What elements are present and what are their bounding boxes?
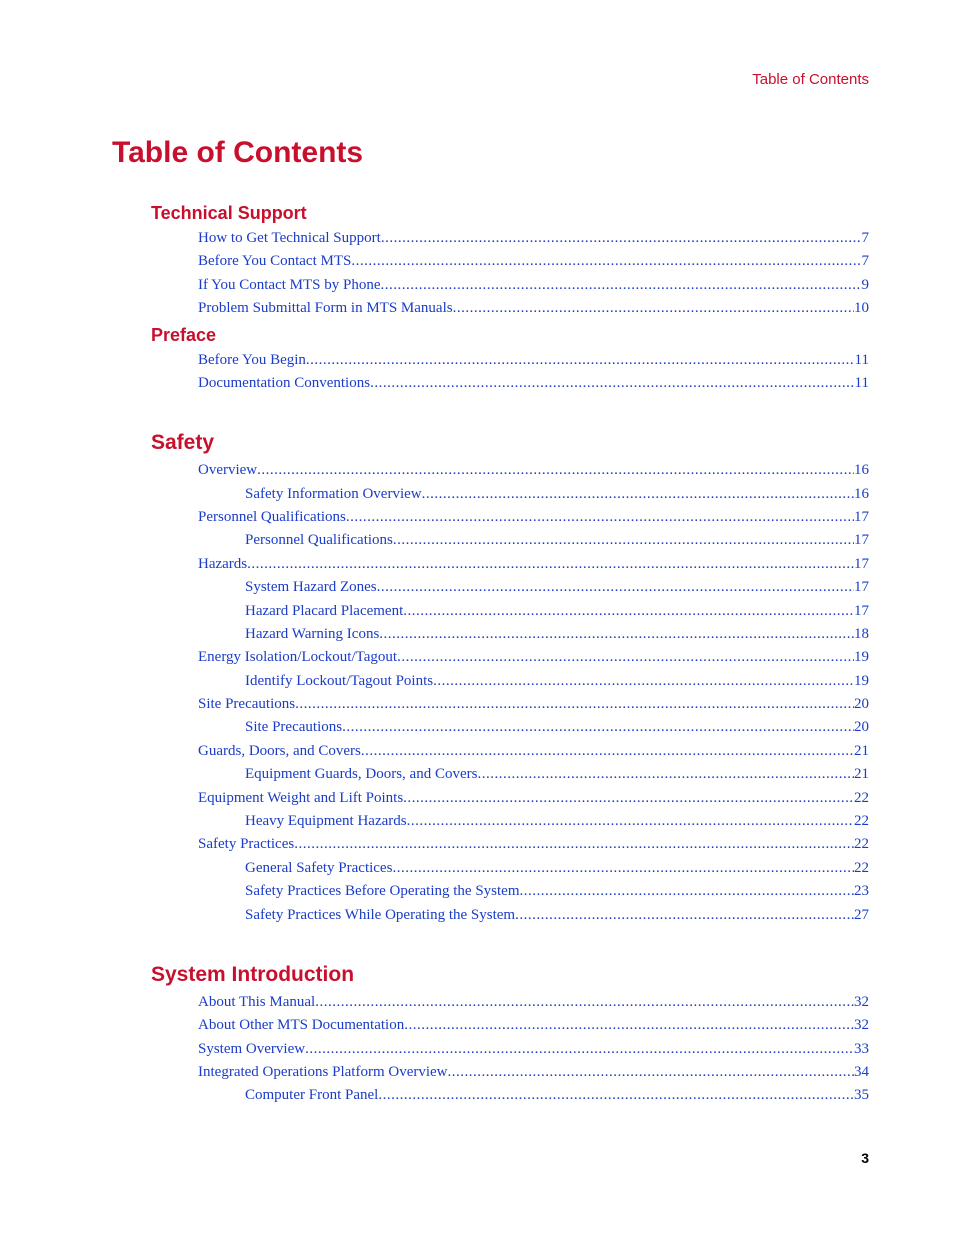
toc-entry-system-hazard-zones[interactable]: System Hazard Zones ..... 17: [245, 579, 869, 599]
toc-entry-problem-submittal-form[interactable]: Problem Submittal Form in MTS Manuals ..... 10: [198, 300, 869, 320]
toc-entry-heavy-equipment-hazards[interactable]: Heavy Equipment Hazards ..... 22: [245, 813, 869, 833]
toc-entry-safety-information-overview[interactable]: Safety Information Overview ..... 16: [245, 486, 869, 506]
toc-entry-computer-front-panel[interactable]: Computer Front Panel ..... 35: [245, 1087, 869, 1107]
toc-entry-equipment-weight-lift-points[interactable]: Equipment Weight and Lift Points ..... 22: [198, 790, 869, 810]
toc-entry-personnel-qualifications[interactable]: Personnel Qualifications ..... 17: [198, 509, 869, 529]
toc-entry-identify-lockout-tagout-points[interactable]: Identify Lockout/Tagout Points ..... 19: [245, 673, 869, 693]
toc-entry-how-to-get-technical-support[interactable]: How to Get Technical Support ..... 7: [198, 230, 869, 250]
toc-entry-energy-isolation[interactable]: Energy Isolation/Lockout/Tagout ..... 19: [198, 649, 869, 669]
toc-entry-guards-doors-covers[interactable]: Guards, Doors, and Covers ..... 21: [198, 743, 869, 763]
toc-entry-system-overview[interactable]: System Overview ..... 33: [198, 1041, 869, 1061]
toc-entry-general-safety-practices[interactable]: General Safety Practices ..... 22: [245, 860, 869, 880]
toc-entry-about-this-manual[interactable]: About This Manual ..... 32: [198, 994, 869, 1014]
toc-entry-if-you-contact-mts-by-phone[interactable]: If You Contact MTS by Phone ..... 9: [198, 277, 869, 297]
toc-entry-integrated-operations-platform-overview[interactable]: Integrated Operations Platform Overview ..... 34: [198, 1064, 869, 1084]
page-number: 3: [861, 1150, 869, 1166]
toc-entry-site-precautions-sub[interactable]: Site Precautions ..... 20: [245, 719, 869, 739]
section-title-safety: Safety: [151, 431, 215, 454]
toc-entry-before-you-begin[interactable]: Before You Begin ..... 11: [198, 352, 869, 372]
section-title-system-introduction: System Introduction: [151, 963, 355, 986]
toc-entry-personnel-qualifications-sub[interactable]: Personnel Qualifications ..... 17: [245, 532, 869, 552]
toc-entry-overview[interactable]: Overview ..... 16: [198, 462, 869, 482]
toc-entry-equipment-guards-doors-covers[interactable]: Equipment Guards, Doors, and Covers ..... 21: [245, 766, 869, 786]
toc-entry-before-you-contact-mts[interactable]: Before You Contact MTS ..... 7: [198, 253, 869, 273]
section-title-preface: Preface: [151, 325, 217, 345]
toc-entry-hazards[interactable]: Hazards ..... 17: [198, 556, 869, 576]
toc-entry-safety-practices-while-operating[interactable]: Safety Practices While Operating the System ..... 27: [245, 907, 869, 927]
toc-entry-about-other-mts-documentation[interactable]: About Other MTS Documentation ..... 32: [198, 1017, 869, 1037]
toc-entry-safety-practices-before-operating[interactable]: Safety Practices Before Operating the System ..... 23: [245, 883, 869, 903]
toc-entry-hazard-warning-icons[interactable]: Hazard Warning Icons ..... 18: [245, 626, 869, 646]
running-header: Table of Contents: [752, 71, 869, 88]
toc-entry-documentation-conventions[interactable]: Documentation Conventions ..... 11: [198, 375, 869, 395]
toc-entry-site-precautions[interactable]: Site Precautions ..... 20: [198, 696, 869, 716]
section-title-technical-support: Technical Support: [151, 203, 307, 223]
toc-entry-safety-practices[interactable]: Safety Practices ..... 22: [198, 836, 869, 856]
page-title: Table of Contents: [112, 136, 364, 169]
toc-entry-hazard-placard-placement[interactable]: Hazard Placard Placement ..... 17: [245, 603, 869, 623]
